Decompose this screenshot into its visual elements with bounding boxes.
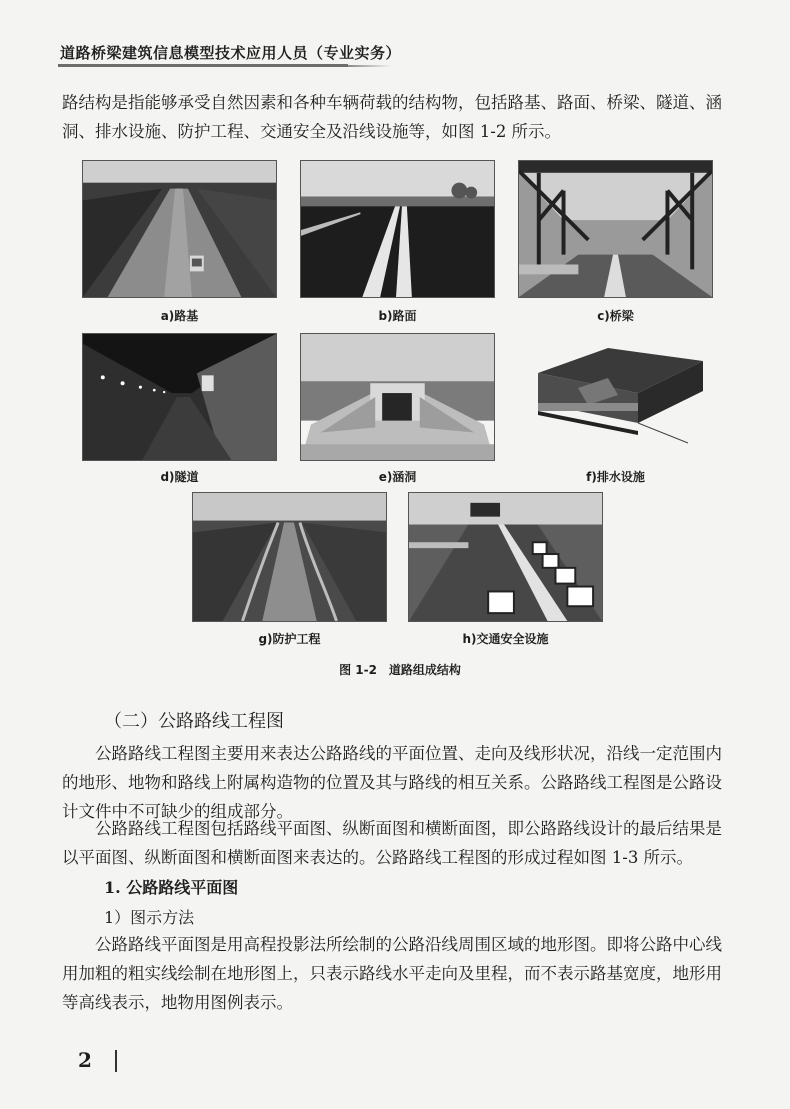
photo-pavement [300,160,495,298]
section-paragraph-2-text: 公路路线工程图包括路线平面图、纵断面图和横断面图，即公路路线设计的最后结果是以平面图、纵断面图和横断面图来表达的。公路路线工程图的形成过程如图 1-3 所示。 [62,819,722,867]
figure-caption: 图 1-2 道路组成结构 [339,663,461,677]
subsection-heading: 1. 公路路线平面图 [104,878,239,897]
photo-protection [192,492,387,622]
caption-h: h)交通安全设施 [462,632,549,646]
section-paragraph-3 [62,930,734,1017]
caption-c: c)桥梁 [597,309,634,323]
section-paragraph-1 [62,739,734,826]
section-paragraph-1-text: 公路路线工程图主要用来表达公路路线的平面位置、走向及线形状况，沿线一定范围内的地形、地物和路线上附属构造物的位置及其与路线的相互关系。公路路线工程图是公路设计文件中不可缺少的组成部分。 [62,744,722,821]
photo-tunnel [82,333,277,461]
header-rule [58,64,348,67]
photo-roadbed [82,160,277,298]
header-rule-fade [348,65,392,67]
section-heading: （二）公路路线工程图 [104,711,284,732]
section-paragraph-2 [62,814,734,872]
photo-bridge [518,160,713,298]
intro-paragraph: 路结构是指能够承受自然因素和各种车辆荷载的结构物，包括路基、路面、桥梁、隧道、涵洞、排水设施、防护工程、交通安全及沿线设施等，如图 1-2 所示。 [62,93,722,141]
illustration-drainage [518,333,713,461]
photo-traffic-safety [408,492,603,622]
caption-e: e)涵洞 [378,470,417,484]
caption-d: d)隧道 [160,470,199,484]
caption-f: f)排水设施 [586,470,645,484]
photo-culvert [300,333,495,461]
caption-a: a)路基 [160,309,199,323]
page-number-bar [115,1050,117,1072]
section-paragraph-3-text: 公路路线平面图是用高程投影法所绘制的公路沿线周围区域的地形图。即将公路中心线用加粗的粗实线绘制在地形图上，只表示路线水平走向及里程，而不表示路基宽度，地形用等高线表示，地物用图例表示。 [62,935,722,1012]
running-header: 道路桥梁建筑信息模型技术应用人员（专业实务） [60,44,402,62]
caption-b: b)路面 [378,309,417,323]
subsubsection-heading: 1）图示方法 [104,908,195,927]
caption-g: g)防护工程 [258,632,321,646]
page-number: 2 [78,1048,92,1072]
